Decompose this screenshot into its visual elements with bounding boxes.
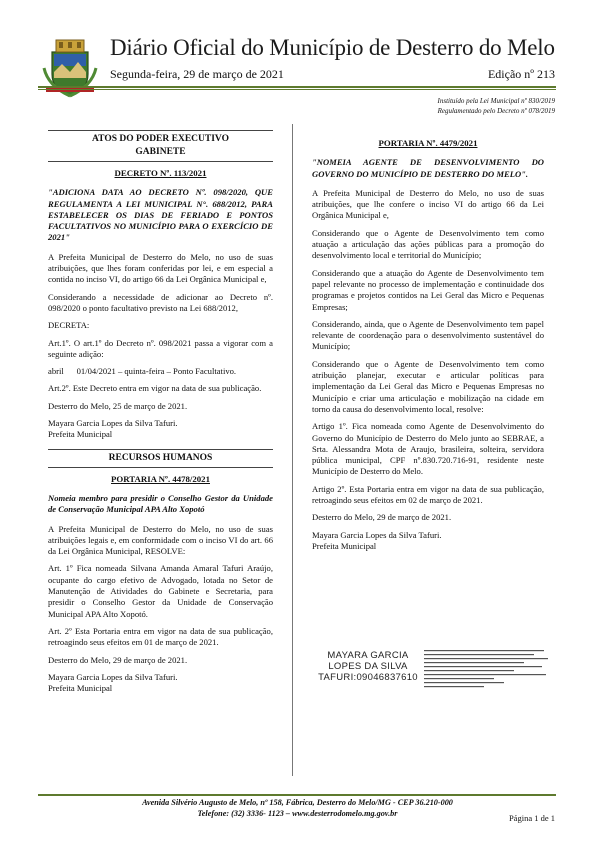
signatory-role: Prefeita Municipal <box>312 540 377 551</box>
decree-title: DECRETO Nº. 113/2021 <box>114 168 207 178</box>
masthead-title: Diário Oficial do Município de Desterro do Melo <box>110 35 555 60</box>
footer-rule <box>38 794 556 796</box>
signature-detail-lines <box>424 648 552 696</box>
portaria-title: PORTARIA Nº. 4479/2021 <box>378 138 478 148</box>
portaria-paragraph: Artigo 1º. Fica nomeada como Agente de Desenvolvimento do Governo do Município de Desterro do Melo junto ao SEBRAE, a Srta. Alessandra Mota de Araujo, brasileira, solteira, servidora pública municipal, CPF nº.830.720.716-91, residente neste Município de Desterro do Melo. <box>312 421 544 477</box>
decree-paragraph: Art.2º. Este Decreto entra em vigor na data de sua publicação. <box>48 383 262 394</box>
left-column <box>48 130 273 700</box>
signature-name: MAYARA GARCIA LOPES DA SILVA TAFURI:09046837610 <box>318 650 418 683</box>
section-header-hr: RECURSOS HUMANOS <box>48 449 273 468</box>
section-header-executive <box>48 130 273 162</box>
portaria-paragraph: Considerando, ainda, que o Agente de Desenvolvimento tem papel relevante de coordenação para o desenvolvimento sustentável do Município; <box>312 318 544 352</box>
signatory-name: Mayara Garcia Lopes da Silva Tafuri. <box>312 529 442 540</box>
decree-paragraph: A Prefeita Municipal de Desterro do Melo, no uso de suas atribuições, que lhes foram conferidas por lei, e em especial a contida no inciso VI, do artigo 66 da Lei Orgânica Municipal e, <box>48 251 273 285</box>
portaria-paragraph: Art. 1º Fica nomeada Silvana Amanda Amaral Tafuri Araújo, ocupante do cargo efetivo de Advogado, lotada no Setor de Manutenção de Atividades do Gabinete e Secretaria, para presidir o Conselho Gestor da Unidade de Conservação Municipal APA Alto Xopotó. <box>48 563 273 619</box>
decree-paragraph: abril 01/04/2021 – quinta-feira – Ponto Facultativo. <box>48 366 237 377</box>
portaria-paragraph: Artigo 2º. Esta Portaria entra em vigor na data de sua publicação, retroagindo seus efeitos em 02 de março de 2021. <box>312 483 544 506</box>
portaria-summary: "NOMEIA AGENTE DE DESENVOLVIMENTO DO GOVERNO DO MUNICÍPIO DE DESTERRO DO MELO". <box>312 157 544 179</box>
portaria-paragraph: A Prefeita Municipal de Desterro do Melo, no uso de suas atribuições, que lhe confere o inciso VI do artigo 66 da Lei Orgânica Municipal e, <box>312 187 544 221</box>
masthead-rule-thin <box>38 89 556 90</box>
edition-number: Edição nº 213 <box>487 67 555 81</box>
signatory-role: Prefeita Municipal <box>48 429 113 440</box>
section-subtitle: GABINETE <box>135 147 186 157</box>
publication-date: Segunda-feira, 29 de março de 2021 <box>110 67 284 81</box>
decree-paragraph: DECRETA: <box>48 320 90 331</box>
portaria-summary: Nomeia membro para presidir o Conselho Gestor da Unidade de Conservação Municipal APA Alto Xopotó <box>48 492 273 515</box>
regulation-note: Regulamentado pelo Decreto nº 078/2019 <box>437 107 555 115</box>
portaria-paragraph: Considerando que o Agente de Desenvolvimento tem como atribuição planejar, executar e articular políticas para implementação da Lei Geral das Micro e Pequenas Empresas no Município e criar uma articulação e mobilização na cidade em torno da causa do desenvolvimento local, resolve: <box>312 358 544 414</box>
footer-contact: Telefone: (32) 3336- 1123 – www.desterrodomelo.mg.gov.br <box>197 809 398 818</box>
signature-certificate-details <box>424 648 552 698</box>
signatory-name: Mayara Garcia Lopes da Silva Tafuri. <box>48 418 178 429</box>
masthead-rule <box>38 86 556 88</box>
portaria-paragraph: A Prefeita Municipal de Desterro do Melo, no uso de suas atribuições legais e, em conformidade com o inciso VI do art. 66 da Lei Orgânica Municipal, RESOLVE: <box>48 523 273 557</box>
digital-signature-stamp <box>312 646 552 698</box>
column-divider <box>292 124 293 776</box>
decree-paragraph: Desterro do Melo, 25 de março de 2021. <box>48 400 188 411</box>
portaria-paragraph: Considerando que a atuação do Agente de Desenvolvimento tem papel relevante no processo de implementação e continuidade dos programas e projetos contidos na Lei Geral das Micro e Pequenas Empresas; <box>312 267 544 312</box>
signatory-name: Mayara Garcia Lopes da Silva Tafuri. <box>48 671 178 682</box>
section-title: ATOS DO PODER EXECUTIVO <box>92 134 229 144</box>
signatory-role: Prefeita Municipal <box>48 683 113 694</box>
portaria-paragraph: Considerando que o Agente de Desenvolvimento tem como atuação a articulação das ações públicas para a promoção do desenvolvimento local e territorial do Município; <box>312 227 544 261</box>
decree-paragraph: Art.1º. O art.1º do Decreto nº. 098/2021 passa a vigorar com a seguinte adição: <box>48 337 273 359</box>
footer-address: Avenida Silvério Augusto de Melo, nº 158, Fábrica, Desterro do Melo/MG - CEP 36.210-000 <box>142 798 453 807</box>
decree-summary: "ADICIONA DATA AO DECRETO Nº. 098/2020, QUE REGULAMENTA A LEI MUNICIPAL N°. 688/2012, PARA ESTABELECER OS DIAS DE FERIADO E PONTOS FACULTATIVOS NO MUNICÍPIO PARA O EXERCÍCIO DE 2021" <box>48 187 273 243</box>
institution-note: Instituído pela Lei Municipal nº 830/2019 <box>437 97 555 105</box>
portaria-paragraph: Art. 2º Esta Portaria entra em vigor na data de sua publicação, retroagindo seus efeitos em 01 de março de 2021. <box>48 625 273 648</box>
portaria-paragraph: Desterro do Melo, 29 de março de 2021. <box>312 512 452 523</box>
portaria-paragraph: Desterro do Melo, 29 de março de 2021. <box>48 654 188 665</box>
decree-paragraph: Considerando a necessidade de adicionar ao Decreto nº. 098/2020 o ponto facultativo previsto na Lei 688/2012, <box>48 291 273 313</box>
right-column <box>312 138 544 558</box>
portaria-title: PORTARIA Nº. 4478/2021 <box>111 473 210 484</box>
page-number: Página 1 de 1 <box>508 813 555 823</box>
